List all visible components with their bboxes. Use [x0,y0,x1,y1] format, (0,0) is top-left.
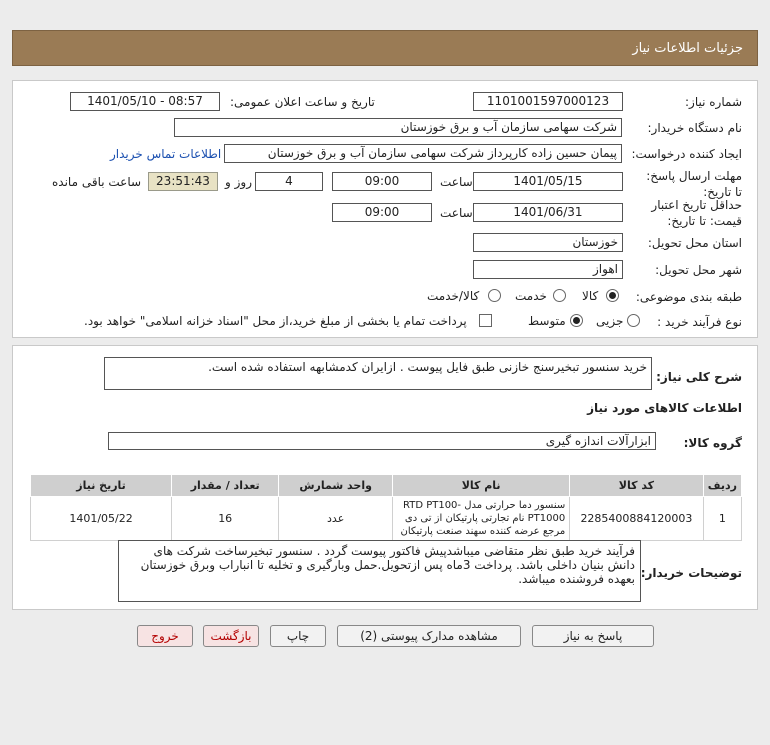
goods-table [30,474,742,541]
process-minor-radio[interactable] [627,314,640,327]
deadline-time-label: ساعت [440,175,473,189]
cell-unit: عدد [279,497,393,541]
reply-button[interactable]: پاسخ به نیاز [532,625,654,647]
buyer-notes-field: فرآیند خرید طبق نظر متقاضی میباشدپیش فاکتور پیوست گردد . سنسور تبخیرساخت شرکت های دانش بنیان داخلی باشد. پرداخت 3ماه پس ازتحویل.حمل وبارگیری و تخلیه تا انباراب وبرق خوزستان بعهده فروشنده میباشد. [118,540,641,602]
buyer-contact-link[interactable]: اطلاعات تماس خریدار [110,147,222,161]
city-label: شهر محل تحویل: [655,263,742,277]
announce-field: 1401/05/10 - 08:57 [70,92,220,111]
cell-need-date: 1401/05/22 [31,497,172,541]
print-button[interactable]: چاپ [270,625,326,647]
deadline-date-field: 1401/05/15 [473,172,623,191]
goods-info-title: اطلاعات کالاهای مورد نیاز [587,401,742,415]
category-goods-label: کالا [582,289,599,303]
category-goods-radio[interactable] [606,289,619,302]
col-goods-name: نام کالا [393,475,570,497]
summary-field: خرید سنسور تبخیرسنج خازنی طبق فایل پیوست . ازایران کدمشابهه استفاده شده است. [104,357,652,390]
category-goods-service-label: کالا/خدمت [427,289,480,303]
process-label: نوع فرآیند خرید : [657,315,742,329]
buyer-org-label: نام دستگاه خریدار: [647,121,742,135]
cell-row: 1 [703,497,741,541]
category-service-radio[interactable] [553,289,566,302]
cell-goods-name: سنسور دما حرارتی مدل RTD PT100-PT1000 نام تجارتی پارتیکان از تی دی مرجع عرضه کننده سهند صنعت پارتیکان [393,497,570,541]
process-medium-radio[interactable] [570,314,583,327]
creator-label: ایجاد کننده درخواست: [631,147,742,161]
goods-group-field: ابزارآلات اندازه گیری [108,432,656,450]
announce-label: تاریخ و ساعت اعلان عمومی: [230,95,375,109]
validity-date-field: 1401/06/31 [473,203,623,222]
col-need-date: تاریخ نیاز [31,475,172,497]
cell-goods-code: 2285400884120003 [570,497,703,541]
goods-group-label: گروه کالا: [683,436,742,450]
creator-field: پیمان حسین زاده کارپرداز شرکت سهامی سازمان آب و برق خوزستان [224,144,622,163]
city-field: اهواز [473,260,623,279]
buyer-notes-label: توضیحات خریدار: [640,566,742,580]
view-docs-button[interactable]: مشاهده مدارک پیوستی (2) [337,625,521,647]
deadline-label: مهلت ارسال پاسخ: تا تاریخ: [646,169,742,199]
col-quantity: تعداد / مقدار [172,475,279,497]
validity-time-label: ساعت [440,206,473,220]
exit-button[interactable]: خروج [137,625,193,647]
category-service-label: خدمت [515,289,547,303]
province-field: خوزستان [473,233,623,252]
col-row: ردیف [703,475,741,497]
treasury-payment-checkbox[interactable] [479,314,492,327]
page-header [12,30,758,66]
page-title: جزئیات اطلاعات نیاز [632,41,743,56]
table-row [31,497,742,541]
deadline-time-field: 09:00 [332,172,432,191]
validity-label: حداقل تاریخ اعتبار قیمت: تا تاریخ: [651,198,742,228]
summary-label: شرح کلی نیاز: [656,370,742,384]
cell-quantity: 16 [172,497,279,541]
validity-time-field: 09:00 [332,203,432,222]
buyer-org-field: شرکت سهامی سازمان آب و برق خوزستان [174,118,622,137]
back-button[interactable]: بازگشت [203,625,259,647]
province-label: استان محل تحویل: [647,236,742,250]
process-minor-label: جزیی [596,314,624,328]
col-goods-code: کد کالا [570,475,703,497]
col-unit: واحد شمارش [279,475,393,497]
process-medium-label: متوسط [528,314,566,328]
treasury-payment-note: پرداخت تمام یا بخشی از مبلغ خرید،از محل "اسناد خزانه اسلامی" خواهد بود. [84,314,467,328]
remaining-label: ساعت باقی مانده [52,175,142,189]
need-number-field: 1101001597000123 [473,92,623,111]
table-header-row [31,475,742,497]
remaining-time-field: 23:51:43 [148,172,218,191]
remaining-days-field: 4 [255,172,323,191]
category-goods-service-radio[interactable] [488,289,501,302]
need-number-label: شماره نیاز: [685,95,742,109]
days-label: روز و [225,175,252,189]
category-label: طبقه بندی موضوعی: [635,290,742,304]
